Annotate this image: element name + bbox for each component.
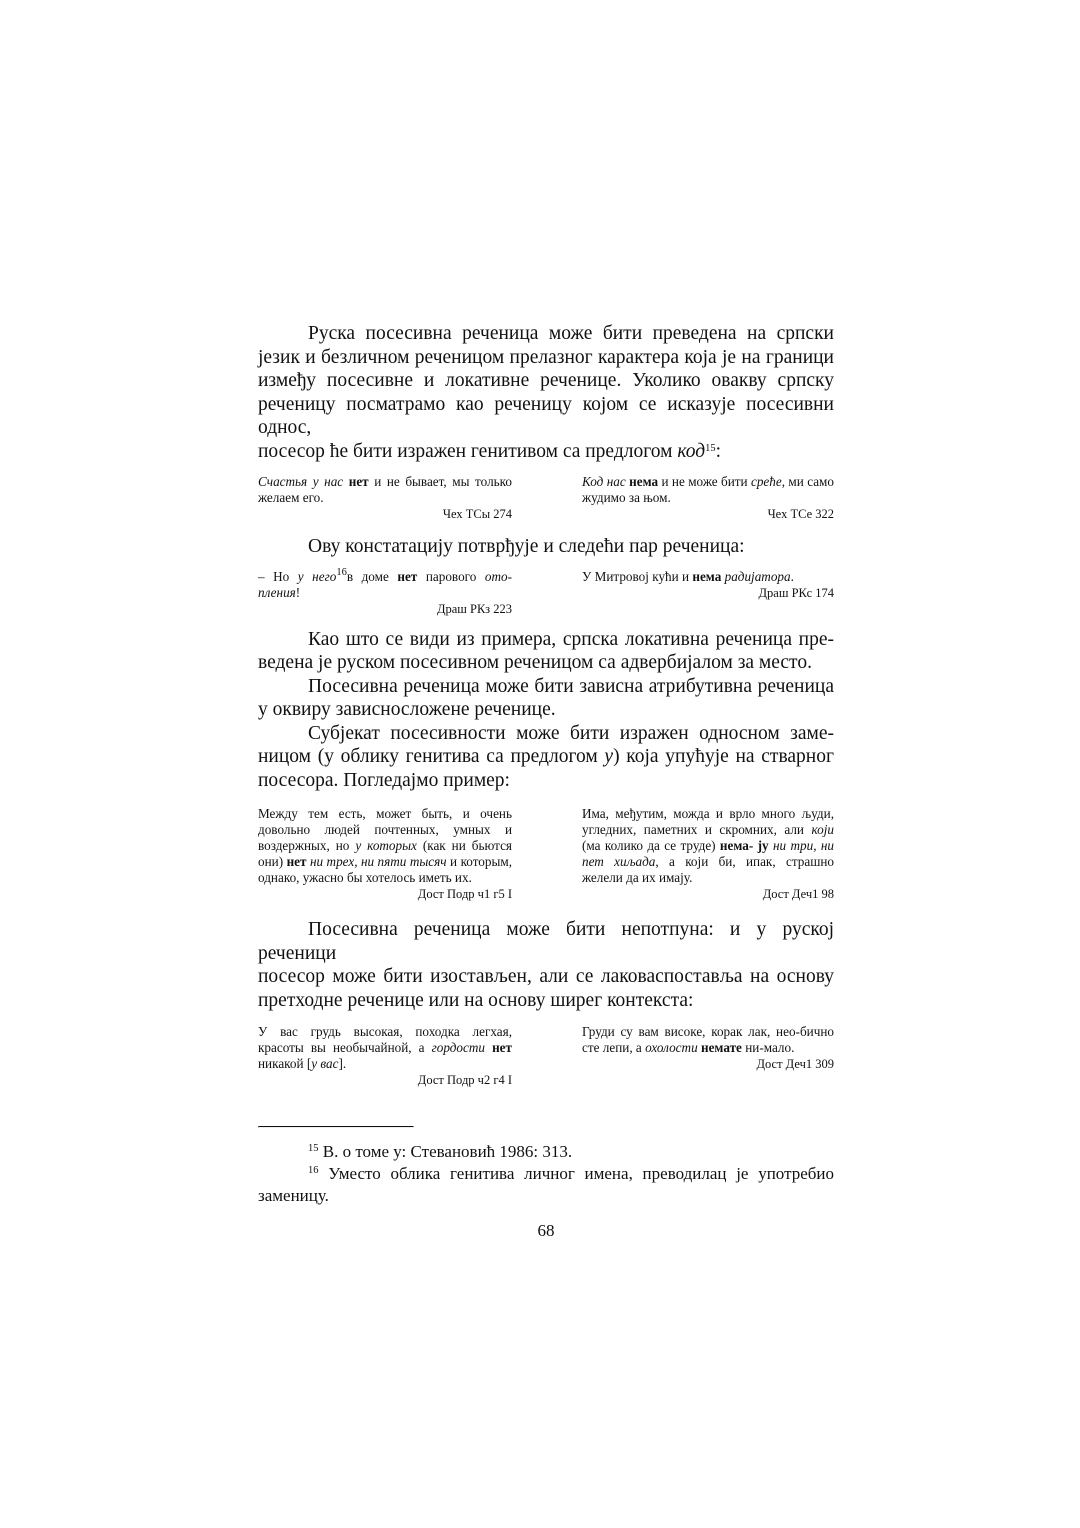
footnote-16 [258,1163,834,1207]
example-2-serbian-text: У Митровој кући и нема радијатора. [582,568,794,584]
example-4-serbian [582,1024,834,1088]
footnote-ref-16[interactable]: 16 [336,566,347,578]
p4-line-2: у оквиру зависносложене реченице. [258,699,556,720]
footnote-16-number: 16 [308,1165,319,1176]
example-1-serbian [582,474,834,522]
p1-text: посесор ће бити изражен генитивом са предлогом [258,440,678,462]
p5-line-1: Субјекат посесивности може бити изражен односном заме- [308,722,834,744]
footnotes [258,1141,834,1207]
paragraph-1 [258,322,834,463]
example-1-russian-text: Счастья у нас нет и не бывает, мы только желаем его. [258,474,512,505]
p1-line-1: Руска посесивна реченица може бити преведена на српски [308,323,834,344]
footnote-rule [258,1126,414,1128]
p3-line-1: Као што се види из примера, српска локативна реченица пре- [308,628,834,650]
example-1 [258,474,834,522]
p5-line-3: посесора. Погледајмо пример: [258,769,510,791]
footnote-15-text: В. о томе у: Стевановић 1986: 313. [318,1142,573,1161]
paragraph-4 [258,675,834,722]
p6-line-2: посесор може бити изостављен, али се лаковаспоставља на основу [258,966,834,987]
example-2-russian [258,566,512,617]
example-4-russian [258,1024,512,1088]
example-3-russian [258,806,512,902]
example-3-serbian-text: Има, међутим, можда и врло много људи, угледних, паметних и скромних, али који (ма колико да се труде) нема- ју ни три, ни пет хиљада, а који би, ипак, страшно желели да их имају. [582,806,835,885]
example-3-russian-source: Дост Подр ч1 г5 I [417,887,512,901]
footnote-16-text: Уместо облика генитива личног имена, преводилац је употребио заменицу. [258,1164,834,1205]
example-3-russian-text: Между тем есть, может быть, и очень довольно людей почтенных, умных и воздержных, но у которых (как ни бьются они) нет ни трех, ни пяти тысяч и которым, однако, ужасно бы хотелось иметь их. [258,806,513,885]
example-2-russian-text: – Но у него$^{16}$в доме нет парового ото- пления! [258,566,512,600]
example-4-serbian-text: Груди су вам високе, корак лак, нео-бично сте лепи, а охолости немате ни-мало. [582,1024,834,1055]
example-3-serbian-source: Дост Деч1 98 [762,887,834,901]
page-body [258,322,834,1241]
paragraph-5 [258,722,834,793]
example-1-serbian-text: Код нас нема и не може бити среће, ми само жудимо за њом. [582,474,834,505]
example-2-serbian-source: Драш РКс 174 [758,585,834,600]
p6-line-1: Посесивна реченица може бити непотпуна: и у руској реченици [258,919,834,964]
p1-italic-kod: код [677,440,706,462]
p1-colon: : [715,440,722,462]
p6-line-3: претходне реченице или на основу ширег контекста: [258,989,694,1011]
page-number: 68 [537,1221,555,1240]
paragraph-6 [258,918,834,1012]
p1-line-5 [258,440,834,464]
footnote-ref-15[interactable]: 15 [705,442,716,454]
p4-line-1: Посесивна реченица може бити зависна атрибутивна реченица [308,675,834,697]
example-4-serbian-source: Дост Деч1 309 [756,1057,834,1071]
example-4 [258,1024,834,1088]
paragraph-3 [258,628,834,675]
p1-line-4: реченицу посматрамо као реченицу којом се исказује посесивни однос, [258,393,834,438]
example-1-russian [258,474,512,522]
example-4-russian-source: Дост Подр ч2 г4 I [417,1073,512,1087]
footnote-15-number: 15 [308,1143,319,1154]
example-2-russian-source: Драш РКз 223 [436,601,512,616]
example-3 [258,806,834,902]
example-1-serbian-source: Чех ТСе 322 [767,507,834,521]
example-2-serbian [582,569,834,617]
p3-line-2: ведена је руском посесивном реченицом са адвербијалом за место. [258,652,812,673]
p1-line-3: између посесивне и локативне реченице. Уколико овакву српску [258,370,834,391]
example-2 [258,566,834,617]
footnote-15 [258,1141,834,1163]
example-4-russian-text: У вас грудь высокая, походка легхая, красоты вы необычайной, а гордости нет никакой [у вас]. [258,1024,512,1071]
example-1-russian-source: Чех ТСы 274 [442,507,512,521]
paragraph-2: Ову констатацију потврђује и следећи пар реченица: [308,536,745,557]
p5-line-2: ницом (у облику генитива са предлогом у) која упућује на стварног [258,746,834,767]
p1-line-2: језик и безличном реченицом прелазног карактера која је на граници [258,346,834,368]
example-3-serbian [582,806,834,902]
